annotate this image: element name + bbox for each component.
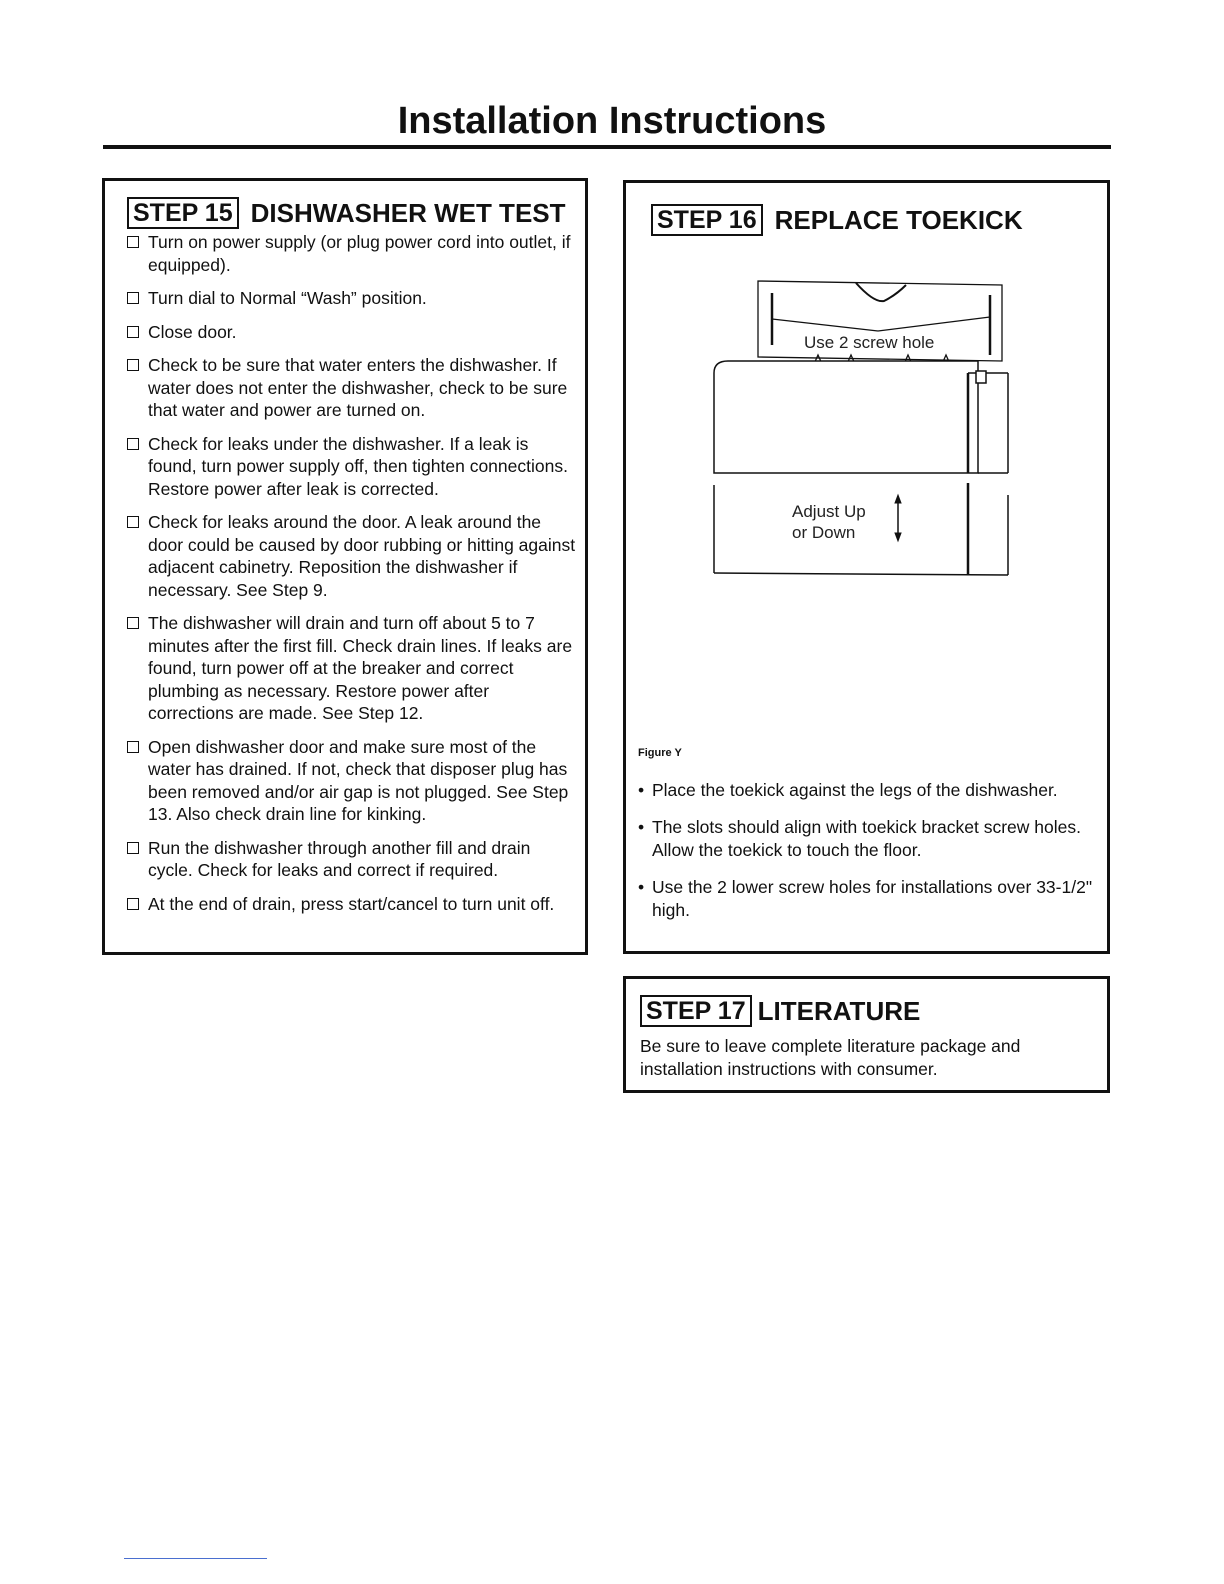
step-15-header <box>127 197 566 229</box>
step-15-title: DISHWASHER WET TEST <box>250 197 566 228</box>
literature-text: Be sure to leave complete literature package and installation instructions with consumer. <box>640 1036 1021 1079</box>
title-divider <box>103 145 1111 149</box>
checklist-item: Check to be sure that water enters the dishwasher. If water does not enter the dishwasher, check to be sure that water and power are turned on. <box>127 354 577 422</box>
adjust-arrow-icon <box>895 495 901 541</box>
footer-divider <box>124 1558 267 1559</box>
checklist-item: At the end of drain, press start/cancel to turn unit off. <box>127 893 577 916</box>
checklist-item: Open dishwasher door and make sure most of the water has drained. If not, check that disposer plug has been removed and/or air gap is not plugged. See Step 13. Also check drain line for kinking. <box>127 736 577 826</box>
checkbox-icon[interactable] <box>127 326 139 338</box>
step-17-tag: STEP 17 <box>640 995 752 1027</box>
checklist-item: Turn on power supply (or plug power cord into outlet, if equipped). <box>127 231 577 276</box>
step-16-title: REPLACE TOEKICK <box>774 204 1023 235</box>
toekick-lower-panel <box>714 483 1008 575</box>
step-16-tag: STEP 16 <box>651 204 763 236</box>
adjust-label-line-1: Adjust Up <box>792 502 866 521</box>
toekick-panel <box>714 361 1008 473</box>
checklist-item: Run the dishwasher through another fill and drain cycle. Check for leaks and correct if required. <box>127 837 577 882</box>
checkbox-icon[interactable] <box>127 898 139 910</box>
bullet-item: • The slots should align with toekick bracket screw holes. Allow the toekick to touch the floor. <box>638 817 1081 860</box>
checklist-item: Turn dial to Normal “Wash” position. <box>127 287 577 310</box>
figure-caption: Figure Y <box>638 747 682 759</box>
checklist-item: Check for leaks under the dishwasher. If a leak is found, turn power supply off, then tighten connections. Restore power after leak is corrected. <box>127 433 577 501</box>
step-17-panel <box>623 976 1110 1093</box>
checkbox-icon[interactable] <box>127 236 139 248</box>
checkbox-icon[interactable] <box>127 842 139 854</box>
adjust-label-line-2: or Down <box>792 523 856 542</box>
checkbox-icon[interactable] <box>127 516 139 528</box>
step-15-panel <box>102 178 588 955</box>
checklist-item: The dishwasher will drain and turn off about 5 to 7 minutes after the first fill. Check drain lines. If leaks are found, turn power off at the breaker and correct plumbing as necessary. Restore power after corrections are made. See Step 12. <box>127 612 577 725</box>
toekick-instructions <box>638 779 1106 936</box>
checkbox-icon[interactable] <box>127 292 139 304</box>
checklist-item: Close door. <box>127 321 577 344</box>
wet-test-checklist <box>127 231 577 926</box>
toekick-diagram <box>706 273 1016 583</box>
step-16-header <box>651 204 1023 236</box>
bullet-item: • Use the 2 lower screw holes for installations over 33-1/2" high. <box>638 877 1093 920</box>
bullet-icon: • <box>638 817 645 837</box>
step-17-header <box>640 995 920 1027</box>
checkbox-icon[interactable] <box>127 617 139 629</box>
checkbox-icon[interactable] <box>127 741 139 753</box>
page-title: Installation Instructions <box>397 100 827 142</box>
checklist-item: Check for leaks around the door. A leak around the door could be caused by door rubbing or hitting against adjacent cabinetry. Reposition the dishwasher if necessary. See Step 9. <box>127 511 577 601</box>
bullet-icon: • <box>638 780 645 800</box>
screw-hole-label: Use 2 screw hole <box>804 333 935 352</box>
step-17-title: LITERATURE <box>757 995 921 1026</box>
bullet-item: • Place the toekick against the legs of the dishwasher. <box>638 780 1058 800</box>
step-16-panel <box>623 180 1110 954</box>
step-15-tag: STEP 15 <box>127 197 239 229</box>
checkbox-icon[interactable] <box>127 359 139 371</box>
bullet-icon: • <box>638 877 645 897</box>
checkbox-icon[interactable] <box>127 438 139 450</box>
